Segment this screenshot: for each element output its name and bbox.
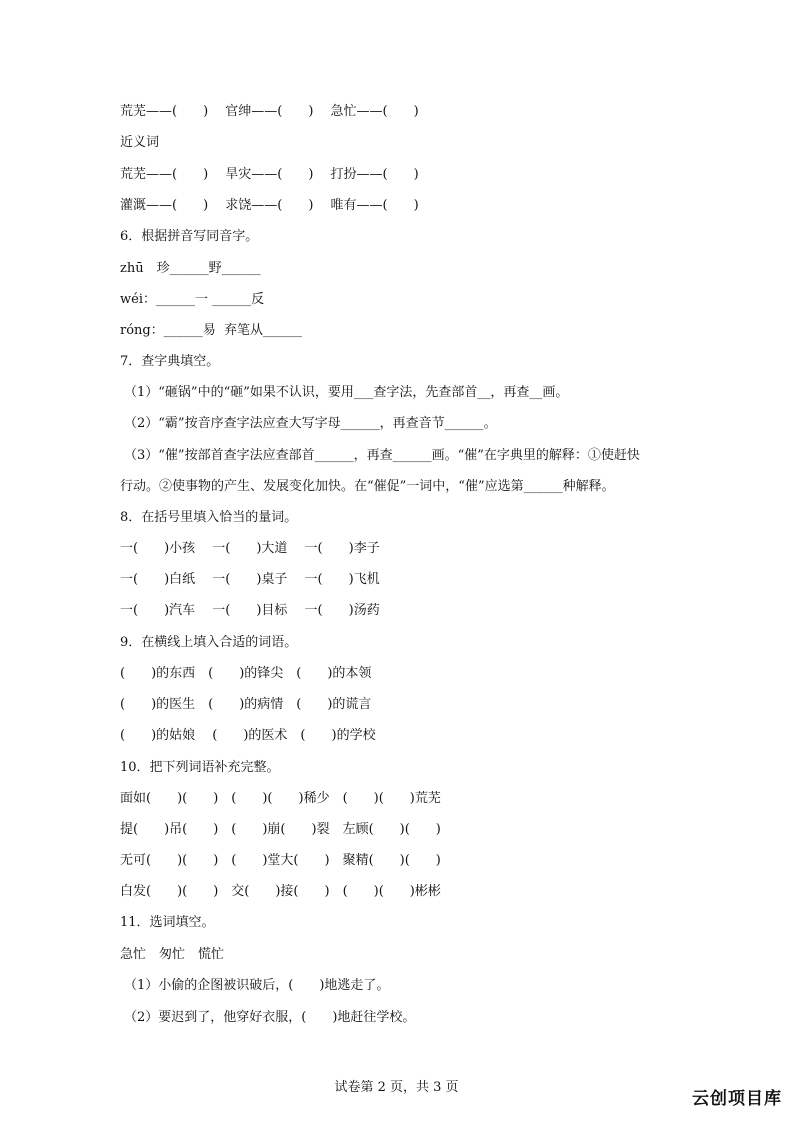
synonym-heading: 近义词	[120, 135, 160, 150]
q7-item-3-cont: 行动。②使事物的产生、发展变化加快。在“催促”一词中，“催”应选第______种解释。	[120, 479, 615, 494]
question-9-title: 9．在横线上填入合适的词语。	[120, 635, 298, 650]
question-8-title: 8．在括号里填入恰当的量词。	[120, 510, 298, 525]
q10-row-2: 提( )吊( ) ( )崩( )裂 左顾( )( )	[120, 822, 441, 837]
watermark-logo-text: 云创项目库	[692, 1089, 782, 1109]
synonym-row-1: 荒芜——( ) 旱灾——( ) 打扮——( )	[120, 167, 419, 182]
q10-row-4: 白发( )( ) 交( )接( ) ( )( )彬彬	[120, 884, 441, 899]
question-7-title: 7．查字典填空。	[120, 354, 220, 369]
q11-word-choices: 急忙 匆忙 慌忙	[120, 947, 225, 962]
q8-row-2: 一( )白纸 一( )桌子 一( )飞机	[120, 572, 380, 587]
q7-item-3: （3）“催”按部首查字法应查部首______，再查______画。“催”在字典里的解释：①使赶快	[124, 448, 640, 463]
q8-row-1: 一( )小孩 一( )大道 一( )李子	[120, 541, 380, 556]
antonym-row-1: 荒芜——( ) 官绅——( ) 急忙——( )	[120, 104, 419, 119]
q7-item-1: （1）“砸锅”中的“砸”如果不认识，要用___查字法，先查部首__，再查__画。	[124, 385, 569, 400]
question-10-title: 10．把下列词语补充完整。	[120, 760, 280, 775]
q9-row-3: ( )的姑娘 ( )的医术 ( )的学校	[120, 728, 376, 743]
q7-item-2: （2）“霸”按音序查字法应查大写字母______，再查音节______。	[124, 416, 497, 431]
q11-item-2: （2）要迟到了，他穿好衣服，( )地赶往学校。	[124, 1010, 416, 1025]
synonym-row-2: 灌溉——( ) 求饶——( ) 唯有——( )	[120, 198, 419, 213]
question-11-title: 11．选词填空。	[120, 915, 215, 930]
q6-item-rong: róng：______易 弃笔从______	[120, 323, 303, 338]
q10-row-1: 面如( )( ) ( )( )稀少 ( )( )荒芜	[120, 791, 441, 806]
question-6-title: 6．根据拼音写同音字。	[120, 229, 259, 244]
q11-item-1: （1）小偷的企图被识破后，( )地逃走了。	[124, 978, 390, 993]
q9-row-1: ( )的东西 ( )的锋尖 ( )的本领	[120, 666, 372, 681]
page-footer: 试卷第 2 页，共 3 页	[334, 1080, 459, 1095]
q6-item-zhu: zhū 珍______野______	[120, 261, 261, 276]
q9-row-2: ( )的医生 ( )的病情 ( )的谎言	[120, 697, 372, 712]
q10-row-3: 无可( )( ) ( )堂大( ) 聚精( )( )	[120, 853, 441, 868]
q8-row-3: 一( )汽车 一( )目标 一( )汤药	[120, 603, 380, 618]
q6-item-wei: wéi：______一 ______反	[120, 292, 265, 307]
